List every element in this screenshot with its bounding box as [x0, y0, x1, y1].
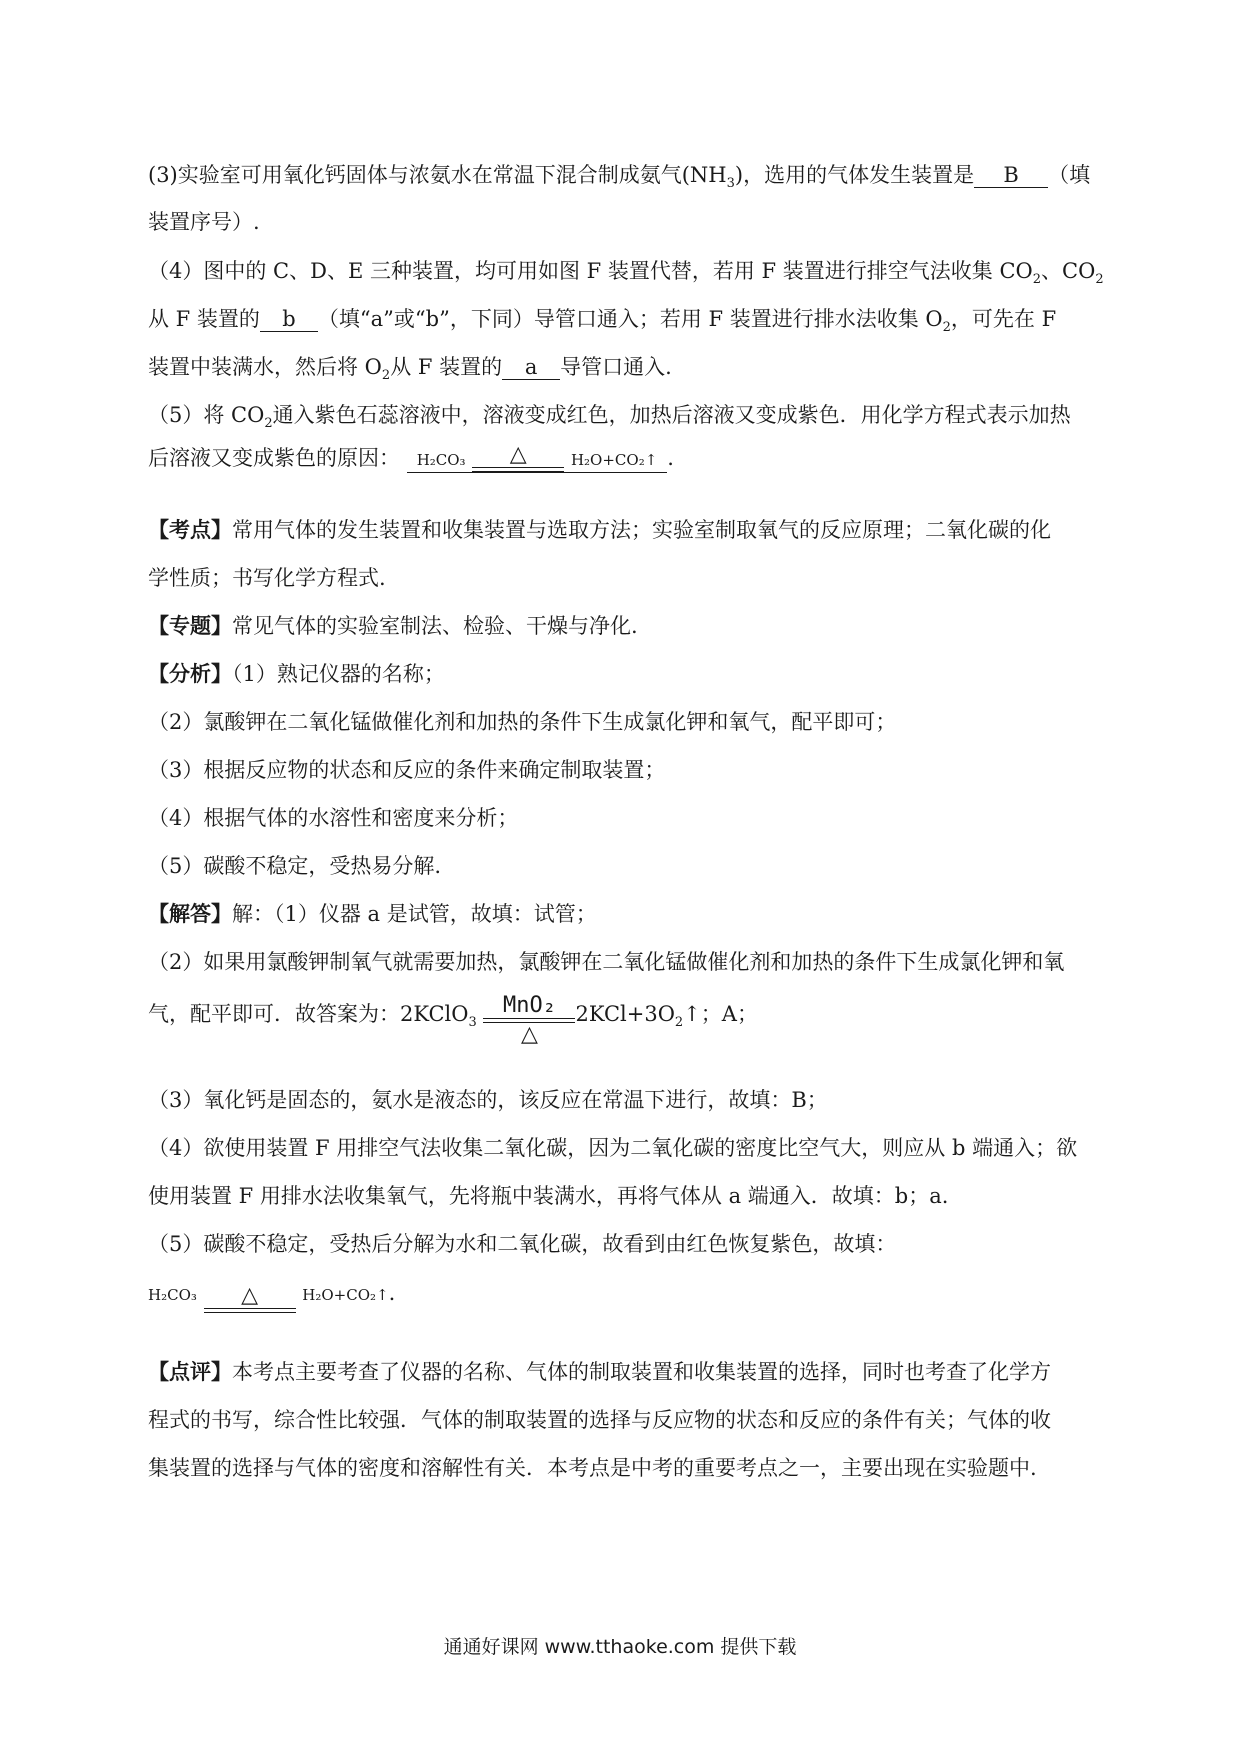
q3-text-c: （填 — [1048, 163, 1091, 187]
jieda-line1 — [148, 899, 597, 929]
kaodian-tag: 【考点】 — [148, 517, 232, 542]
jieda-sub: 3 — [468, 1015, 477, 1031]
zhuanti-text: 常见气体的实验室制法、检验、干燥与净化. — [232, 614, 638, 638]
q4-answer1-blank: b — [260, 307, 318, 332]
q3-answer-blank: B — [974, 163, 1048, 188]
jieda-text-b: 2KCl+3O — [575, 1002, 675, 1026]
q5-equation-blank — [407, 443, 668, 473]
kaodian-text: 常用气体的发生装置和收集装置与选取方法；实验室制取氧气的反应原理；二氧化碳的化 — [232, 518, 1051, 542]
q4-sub4: 2 — [381, 368, 391, 384]
jieda-line3 — [148, 990, 758, 1047]
fenxi-item: （4）根据气体的水溶性和密度来分析； — [148, 806, 519, 830]
jieda-eq-left: H₂CO₃ — [148, 1286, 197, 1304]
q3-text-b: )，选用的气体发生装置是 — [734, 163, 975, 187]
zhuanti-line — [148, 611, 638, 641]
q4-line3 — [148, 352, 672, 391]
jieda-line5: （4）欲使用装置 F 用排空气法收集二氧化碳，因为二氧化碳的密度比空气大，则应从 b 端通入；欲 — [148, 1136, 1078, 1160]
q5-eq-condition — [472, 443, 564, 472]
jieda-text-a: 气，配平即可．故答案为：2KClO — [148, 1002, 469, 1026]
q3-line1 — [148, 160, 1090, 199]
dianping-line2: 程式的书写，综合性比较强．气体的制取装置的选择与反应物的状态和反应的条件有关；气体的收 — [148, 1408, 1051, 1432]
q3-line2: 装置序号）. — [148, 210, 260, 234]
jieda-eq-condition — [483, 994, 575, 1047]
q3-text-a: (3)实验室可用氧化钙固体与浓氨水在常温下混合制成氨气(NH — [148, 163, 727, 187]
q5-end: . — [667, 446, 674, 470]
fenxi-item: （1）熟记仪器的名称； — [232, 662, 445, 686]
dianping-text: 本考点主要考查了仪器的名称、气体的制取装置和收集装置的选择，同时也考查了化学方 — [232, 1360, 1051, 1384]
jieda-eq2-condition — [204, 1284, 296, 1313]
q5-eq-right: H₂O+CO₂↑ — [570, 451, 658, 469]
q5-text-c: 后溶液又变成紫色的原因： — [148, 446, 400, 470]
q4-text-g: 从 F 装置的 — [390, 355, 503, 379]
delta-icon: △ — [509, 442, 527, 467]
q4-line1 — [148, 256, 1104, 295]
q4-text-e: ，可先在 F — [950, 307, 1057, 331]
q4-text-a: （4）图中的 C、D、E 三种装置，均可用如图 F 装置代替，若用 F 装置进行排空气法收集 CO — [148, 259, 1033, 283]
delta-icon: △ — [521, 1022, 538, 1048]
delta-icon: △ — [241, 1283, 259, 1308]
q5-text-a: （5）将 CO — [148, 403, 265, 427]
fenxi-item: （3）根据反应物的状态和反应的条件来确定制取装置； — [148, 758, 666, 782]
catalyst-label: MnO₂ — [502, 993, 556, 1019]
q3-sub: 3 — [726, 176, 735, 192]
q4-answer2-blank: a — [502, 355, 560, 380]
equals-bar — [204, 1308, 296, 1313]
q4-text-f: 装置中装满水，然后将 O — [148, 355, 382, 379]
jieda-line8 — [148, 1275, 395, 1313]
dianping-line3: 集装置的选择与气体的密度和溶解性有关．本考点是中考的重要考点之一，主要出现在实验题中. — [148, 1456, 1037, 1480]
dianping-line1 — [148, 1357, 1051, 1387]
q5-eq-left: H₂CO₃ — [416, 451, 466, 469]
q4-sub3: 2 — [942, 320, 951, 336]
fenxi-item: （2）氯酸钾在二氧化锰做催化剂和加热的条件下生成氯化钾和氧气，配平即可； — [148, 710, 897, 734]
jieda-eq-right: H₂O+CO₂↑ — [302, 1286, 389, 1304]
fenxi-tag: 【分析】 — [148, 661, 232, 686]
q4-text-h: 导管口通入. — [560, 355, 672, 379]
kaodian-line2: 学性质；书写化学方程式. — [148, 566, 386, 590]
dianping-tag: 【点评】 — [148, 1359, 232, 1384]
q5-text-b: 通入紫色石蕊溶液中，溶液变成红色，加热后溶液又变成紫色．用化学方程式表示加热 — [272, 403, 1071, 427]
q4-line2 — [148, 304, 1056, 343]
q5-line2 — [148, 440, 674, 476]
q5-sub: 2 — [264, 416, 273, 432]
jieda-line2: （2）如果用氯酸钾制氧气就需要加热，氯酸钾在二氧化锰做催化剂和加热的条件下生成氯化钾和氧 — [148, 950, 1065, 974]
q4-text-c: 从 F 装置的 — [148, 307, 260, 331]
jieda-end: . — [388, 1281, 396, 1305]
kaodian-line1 — [148, 515, 1051, 545]
jieda-sub2: 2 — [674, 1015, 684, 1031]
equals-bar — [472, 467, 564, 472]
fenxi-item: （5）碳酸不稳定，受热易分解. — [148, 854, 442, 878]
zhuanti-tag: 【专题】 — [148, 613, 232, 638]
q5-line1 — [148, 400, 1071, 439]
jieda-tag: 【解答】 — [148, 901, 232, 926]
jieda-text-c: ↑；A； — [683, 1002, 758, 1026]
q4-sub2: 2 — [1095, 272, 1104, 288]
jieda-line6: 使用装置 F 用排水法收集氧气，先将瓶中装满水，再将气体从 a 端通入．故填：b；a. — [148, 1184, 949, 1208]
q4-text-b: 、CO — [1041, 259, 1096, 283]
jieda-line7: （5）碳酸不稳定，受热后分解为水和二氧化碳，故看到由红色恢复紫色，故填： — [148, 1232, 897, 1256]
q4-sub1: 2 — [1032, 272, 1042, 288]
jieda-line4: （3）氧化钙是固态的，氨水是液态的，该反应在常温下进行，故填：B； — [148, 1088, 828, 1112]
page-footer: 通通好课网 www.tthaoke.com 提供下载 — [443, 1636, 797, 1658]
jieda-text: 解：（1）仪器 a 是试管，故填：试管； — [232, 902, 597, 926]
q4-text-d: （填“a”或“b”，下同）导管口通入；若用 F 装置进行排水法收集 O — [317, 307, 943, 331]
fenxi-line1 — [148, 659, 445, 689]
